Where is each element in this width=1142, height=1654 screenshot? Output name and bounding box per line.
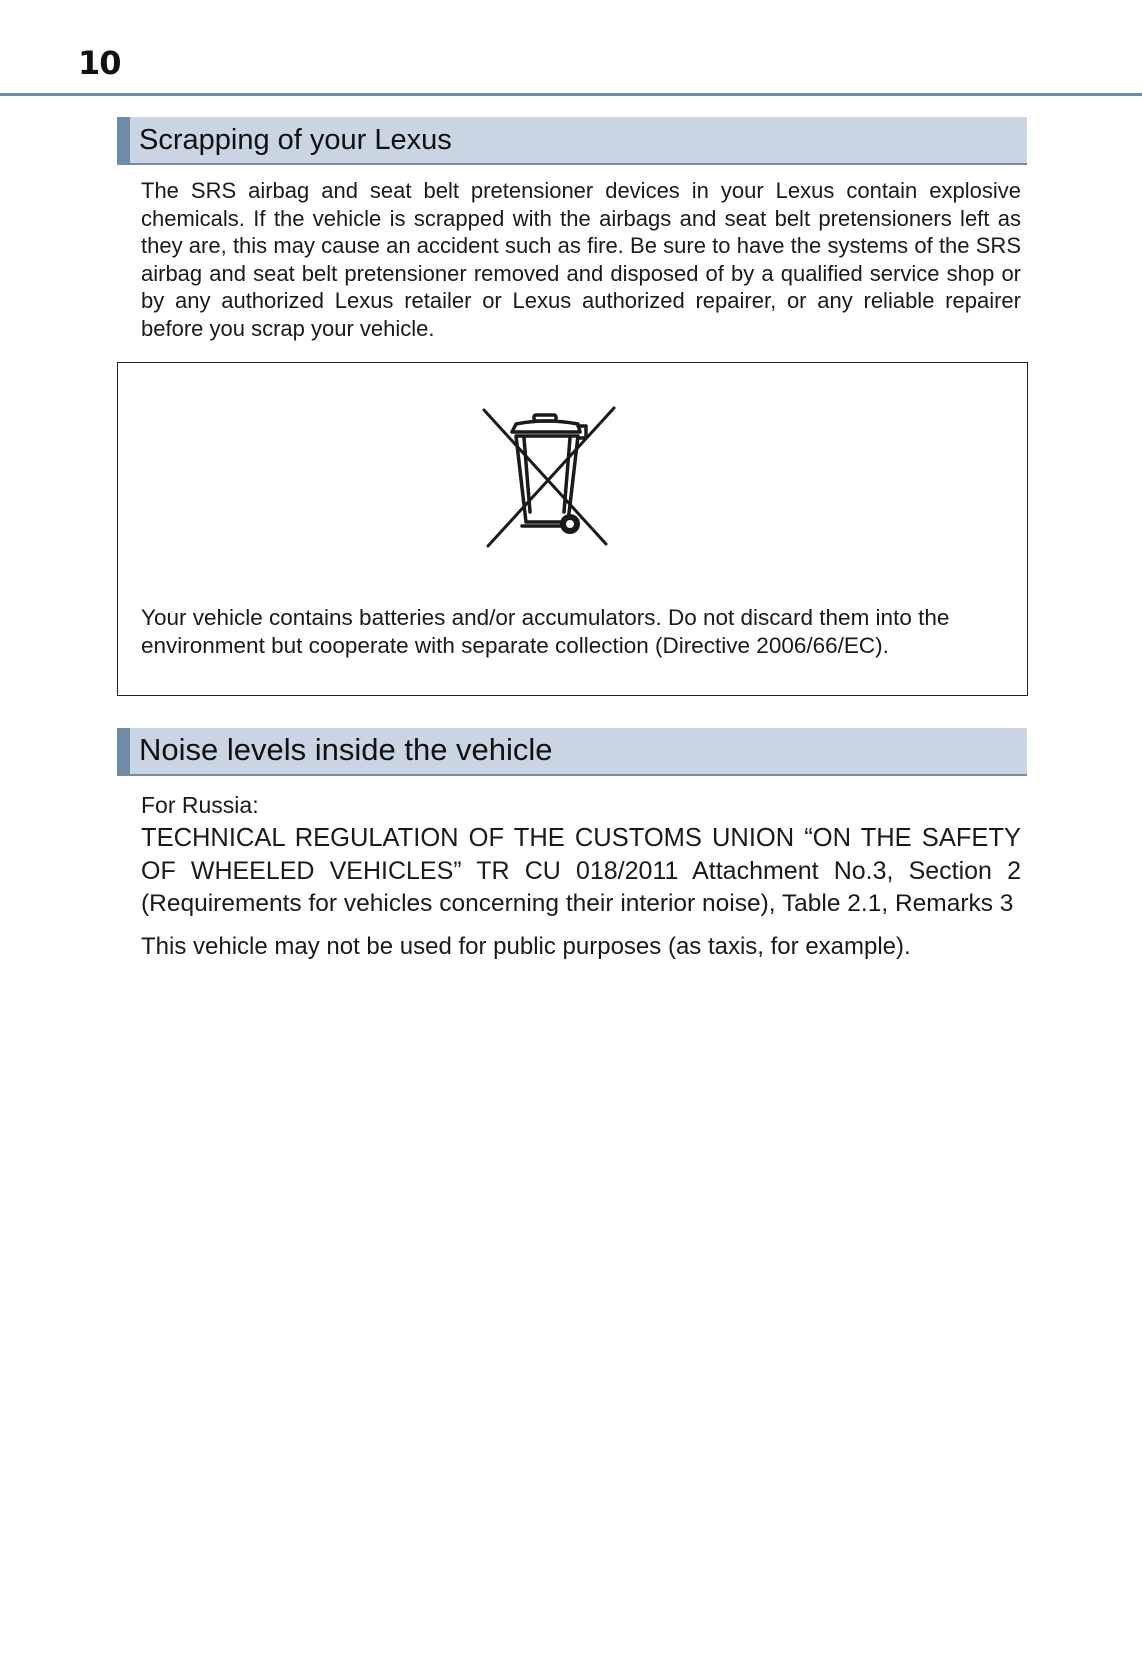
scrapping-paragraph: The SRS airbag and seat belt pretensioner devices in your Lexus contain explosive chemicals. If the vehicle is scrapped with the airbags and seat belt pretensioners left as they are, this may cause an accident such as fire. Be sure to have the systems of the SRS airbag and seat belt pretensioner removed and disposed of by a qualified service shop or by any authorized Lexus retailer or Lexus authorized repairer, or any reliable repairer before you scrap your vehicle. xyxy=(141,178,1021,341)
battery-notice-text: Your vehicle contains batteries and/or accumulators. Do not discard them into the environment but cooperate with separate collection (Directive 2006/66/EC). xyxy=(141,605,950,658)
section-title-noise: Noise levels inside the vehicle xyxy=(139,732,553,767)
noise-region-label: For Russia: xyxy=(141,792,259,818)
header-rule xyxy=(0,93,1142,96)
crossed-out-wheelie-bin-icon xyxy=(478,404,618,550)
section-accent-bar xyxy=(117,117,130,163)
section-header-noise xyxy=(117,728,1027,776)
regulation-line-1: TECHNICAL REGULATION OF THE CUSTOMS UNION “ON THE SAFETY xyxy=(141,824,1021,852)
section-header-scrapping xyxy=(117,117,1027,165)
regulation-line-3: (Requirements for vehicles concerning their interior noise), Table 2.1, Remarks 3 xyxy=(141,890,1014,917)
section-title-scrapping: Scrapping of your Lexus xyxy=(139,124,452,156)
section-accent-bar xyxy=(117,728,130,774)
page-number: 10 xyxy=(78,44,121,82)
regulation-line-2: OF WHEELED VEHICLES” TR CU 018/2011 Attachment No.3, Section 2 xyxy=(141,857,1021,885)
usage-restriction: This vehicle may not be used for public purposes (as taxis, for example). xyxy=(141,933,911,960)
